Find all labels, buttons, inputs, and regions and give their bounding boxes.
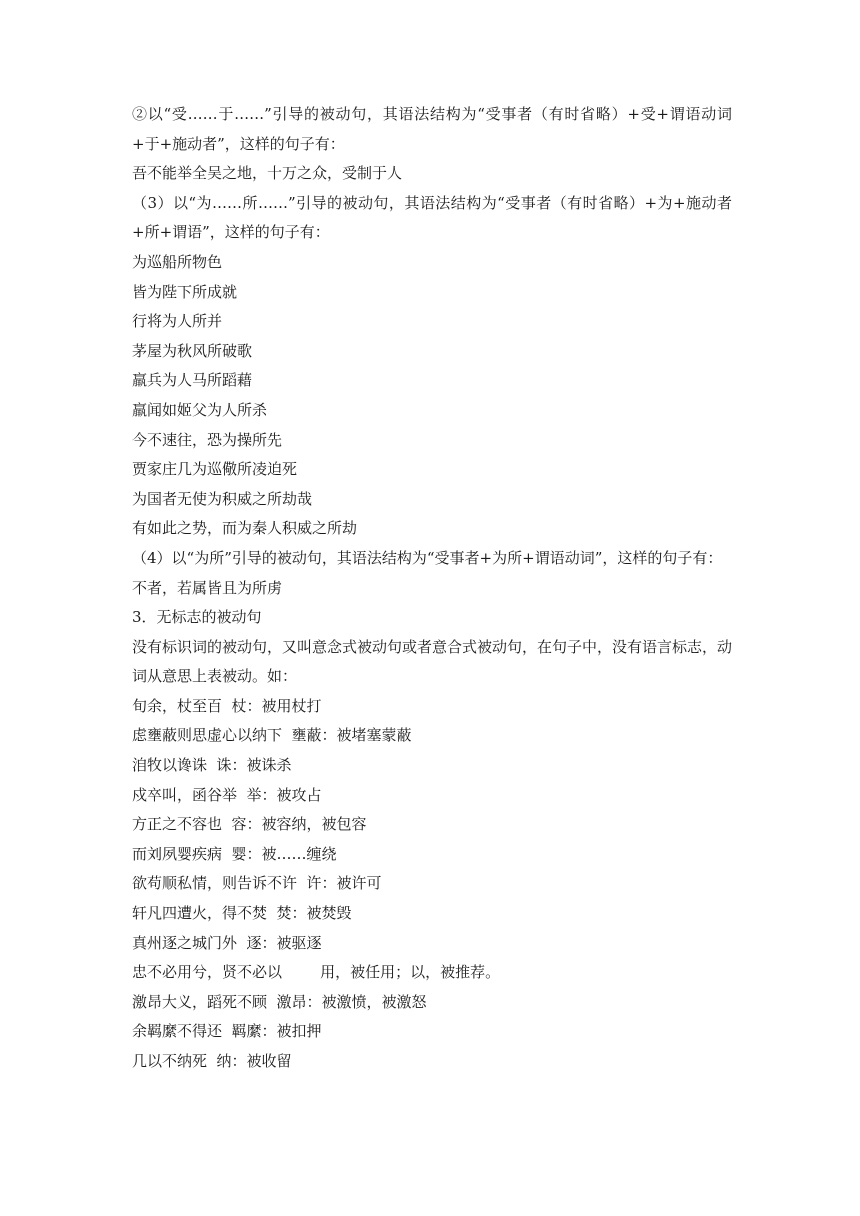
section-heading: （4）以“为所”引导的被动句，其语法结构为“受事者+为所+谓语动词”，这样的句子有：	[132, 548, 723, 567]
example-sentence: 行将为人所并	[132, 312, 223, 331]
example-sentence: 方正之不容也 容：被容纳，被包容	[132, 815, 367, 834]
example-sentence: 几以不纳死 纳：被收留	[132, 1052, 292, 1070]
example-sentence: 有如此之势，而为秦人积威之所劫	[132, 519, 358, 538]
example-sentence: 虑壅蔽则思虚心以纳下 壅蔽：被堵塞蒙蔽	[132, 726, 412, 745]
example-sentence: 为巡船所物色	[132, 252, 223, 271]
document-body	[132, 100, 732, 1077]
example-sentence: 忠不必用兮，贤不必以 用，被任用；以，被推荐。	[132, 963, 501, 982]
example-sentence: 欲苟顺私情，则告诉不许 许：被许可	[132, 874, 382, 893]
example-sentence: 戍卒叫，函谷举 举：被攻占	[132, 785, 322, 804]
example-sentence: 余羁縻不得还 羁縻：被扣押	[132, 1022, 322, 1041]
example-sentence: 皆为陛下所成就	[132, 282, 238, 301]
example-sentence: 真州逐之城门外 逐：被驱逐	[132, 933, 322, 952]
example-sentence: 茅屋为秋风所破歌	[132, 341, 253, 360]
example-sentence: 旬余，杖至百 杖：被用杖打	[132, 696, 322, 715]
paragraph: 没有标识词的被动句，又叫意念式被动句或者意合式被动句，在句子中，没有语言标志，动词从意思上表被动。如：	[132, 637, 733, 686]
example-sentence: 吾不能举全吴之地，十万之众，受制于人	[132, 164, 403, 183]
example-sentence: 轩凡四遭火，得不焚 焚：被焚毁	[132, 904, 352, 923]
paragraph: ②以“受……于……”引导的被动句，其语法结构为“受事者（有时省略）+受+谓语动词+于+施动者”，这样的句子有：	[132, 105, 732, 153]
example-sentence: 羸兵为人马所蹈藉	[132, 371, 253, 390]
example-sentence: 为国者无使为积威之所劫哉	[132, 489, 313, 508]
section-heading: 3．无标志的被动句	[132, 608, 262, 627]
example-sentence: 洎牧以谗诛 诛：被诛杀	[132, 756, 292, 775]
example-sentence: 羸闻如姬父为人所杀	[132, 400, 268, 419]
example-sentence: 而刘夙婴疾病 婴：被……缠绕	[132, 844, 337, 863]
example-sentence: 今不速往，恐为操所先	[132, 430, 283, 449]
section-heading: （3）以“为……所……”引导的被动句，其语法结构为“受事者（有时省略）+为+施动者+所+谓语”，这样的句子有：	[132, 193, 732, 242]
example-sentence: 激昂大义，蹈死不顾 激昂：被激愤，被激怒	[132, 992, 427, 1011]
example-sentence: 不者，若属皆且为所虏	[132, 578, 283, 597]
example-sentence: 贾家庄几为巡儆所凌迫死	[132, 460, 298, 479]
